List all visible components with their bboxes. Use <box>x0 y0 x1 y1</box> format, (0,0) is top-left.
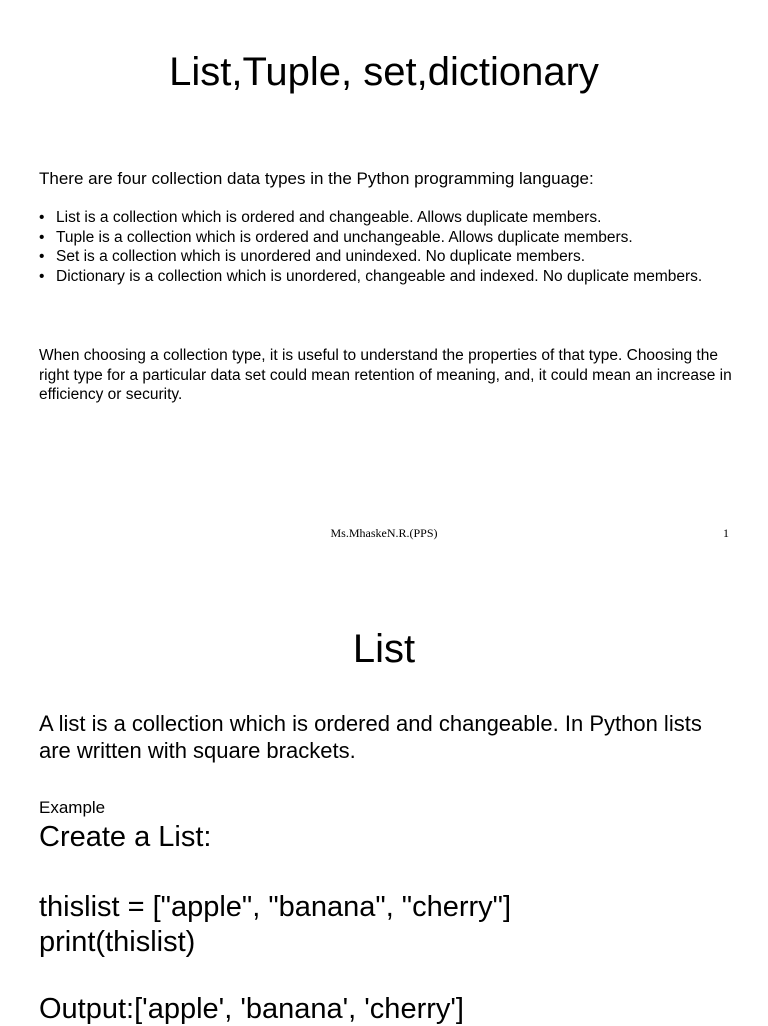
slide-1-title: List,Tuple, set,dictionary <box>169 50 599 94</box>
collection-types-list <box>39 208 739 286</box>
list-definition: A list is a collection which is ordered and changeable. In Python lists are written with square brackets. <box>39 711 702 763</box>
choosing-collection-paragraph: When choosing a collection type, it is useful to understand the properties of that type. Choosing the right type for a particular data set could mean retention of meaning, and, it could mean an increase in efficiency or security. <box>39 347 732 404</box>
slide-2 <box>0 560 768 1024</box>
code-output: Output:['apple', 'banana', 'cherry'] <box>39 993 464 1025</box>
bullet-list: • List is a collection which is ordered and changeable. Allows duplicate members. <box>39 208 739 228</box>
slide-2-title: List <box>352 627 416 671</box>
bullet-set: • Set is a collection which is unordered and unindexed. No duplicate members. <box>39 247 739 267</box>
code-line-thislist: thislist = ["apple", "banana", "cherry"] <box>39 891 512 923</box>
example-heading: Create a List: <box>39 821 212 853</box>
example-label: Example <box>39 798 106 817</box>
code-line-print: print(thislist) <box>39 926 196 958</box>
bullet-tuple: • Tuple is a collection which is ordered and unchangeable. Allows duplicate members. <box>39 228 739 248</box>
bullet-dictionary: • Dictionary is a collection which is unordered, changeable and indexed. No duplicate members. <box>39 267 739 287</box>
intro-text: There are four collection data types in the Python programming language: <box>39 169 594 188</box>
page-number: 1 <box>723 526 729 540</box>
slide-footer: Ms.MhaskeN.R.(PPS) <box>330 526 438 540</box>
